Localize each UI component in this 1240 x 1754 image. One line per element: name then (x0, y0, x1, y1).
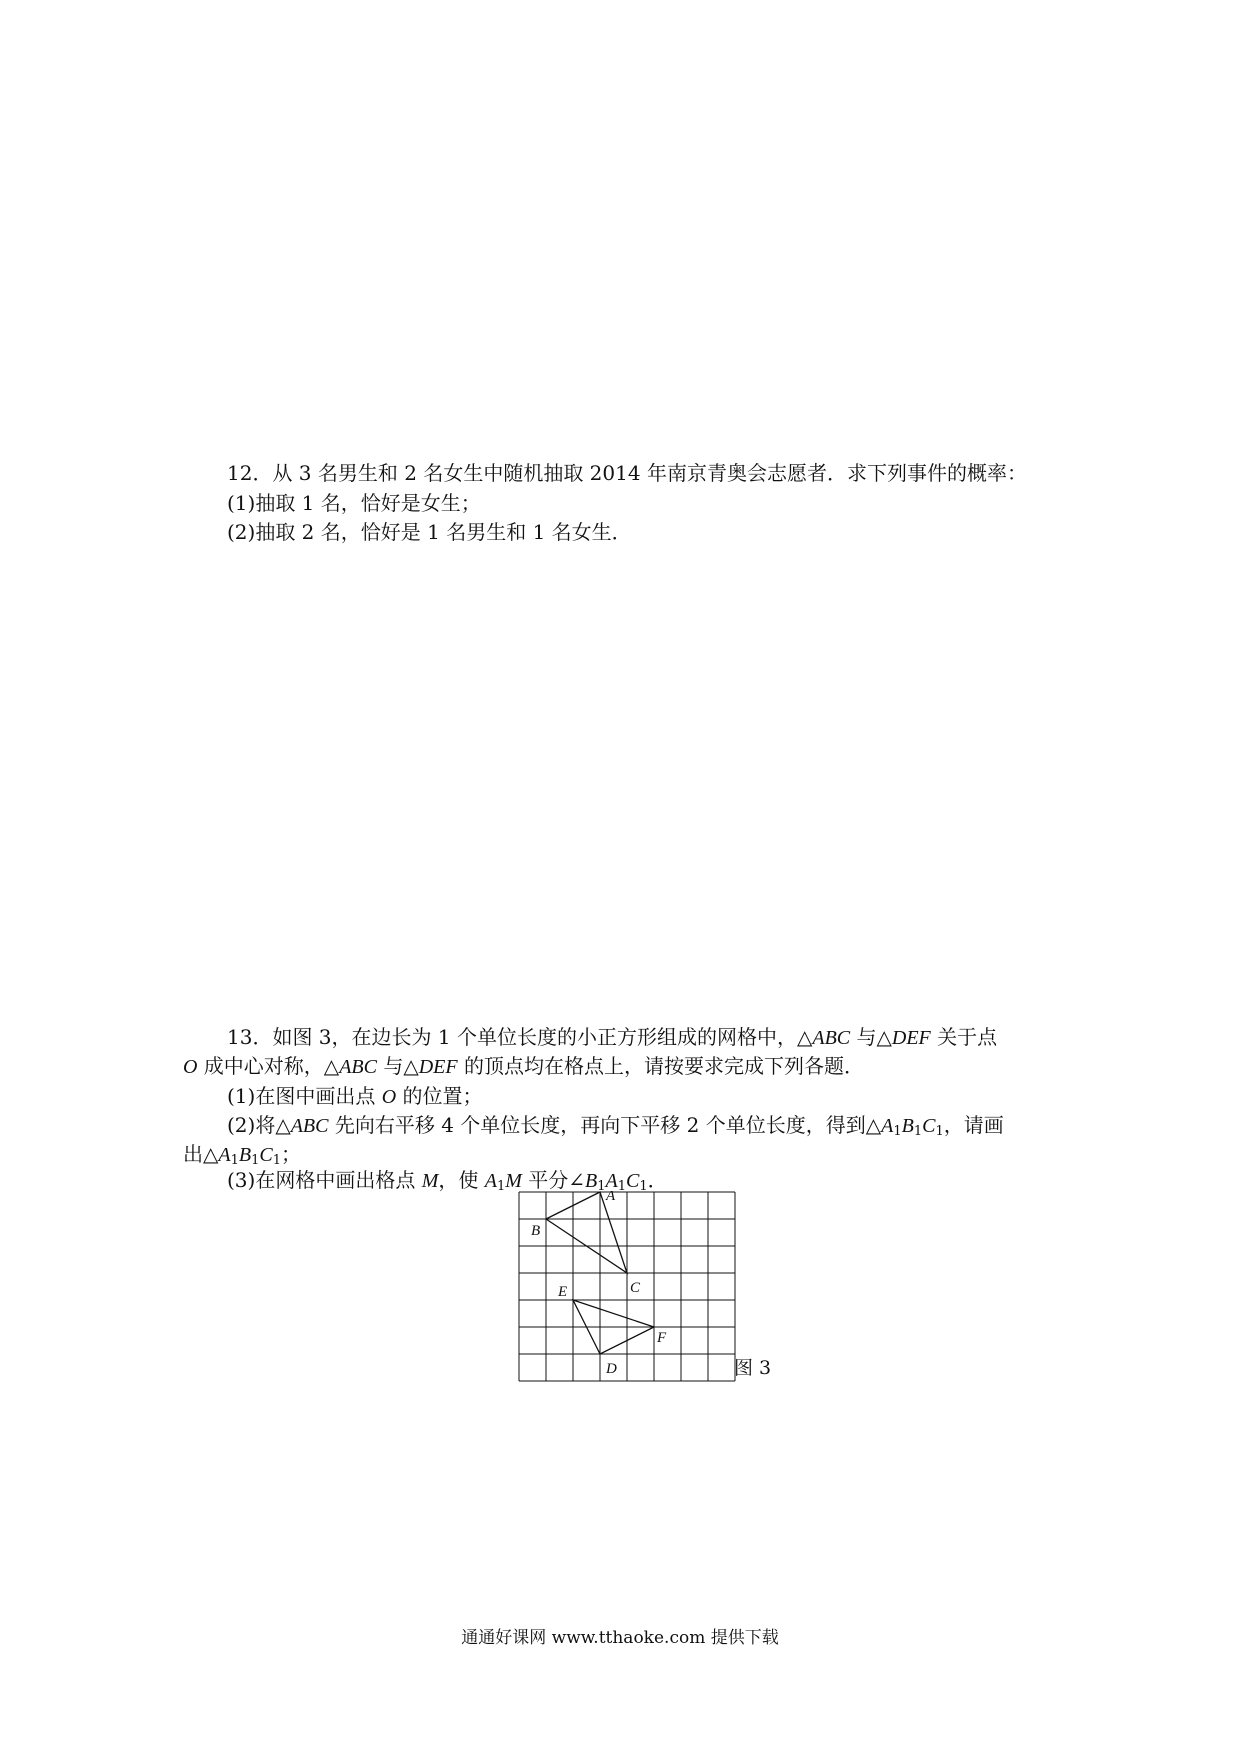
page-footer: 通通好课网 www.tthaoke.com 提供下载 (461, 1628, 779, 1648)
point-label-e: E (558, 1284, 568, 1300)
point-label-f: F (657, 1330, 667, 1346)
point-label-d: D (606, 1361, 617, 1377)
grid-figure (518, 1191, 738, 1383)
q13-part-2-cont: 出$\triangle A_1B_1C_1$； (183, 1142, 302, 1168)
figure-caption: 图 3 (734, 1357, 772, 1379)
q13-part-3: (3)在网格中画出格点 M，使 $A_1M$ 平分$\angle B_1A_1C_1$． (227, 1168, 668, 1194)
q12-stem: 12．从 3 名男生和 2 名女生中随机抽取 2014 年南京青奥会志愿者．求下列事件的概率： (227, 461, 1027, 485)
q13-part-2: (2)将△ABC 先向右平移 4 个单位长度，再向下平移 2 个单位长度，得到$\triangle A_1B_1C_1$，请画 (227, 1113, 1004, 1139)
point-label-b: B (531, 1223, 541, 1239)
grid-lines (519, 1192, 735, 1381)
triangle-abc (546, 1192, 627, 1273)
q12-part-2: (2)抽取 2 名，恰好是 1 名男生和 1 名女生． (227, 520, 632, 544)
point-label-c: C (630, 1280, 641, 1296)
point-label-a: A (606, 1191, 616, 1204)
q13-line-1: 13．如图 3，在边长为 1 个单位长度的小正方形组成的网格中，△ABC 与△DEF 关于点 (227, 1025, 998, 1049)
q13-part-1: (1)在图中画出点 O 的位置； (227, 1084, 483, 1108)
q12-part-1: (1)抽取 1 名，恰好是女生； (227, 491, 481, 515)
q13-line-2: O 成中心对称，△ABC 与△DEF 的顶点均在格点上，请按要求完成下列各题． (183, 1054, 864, 1078)
